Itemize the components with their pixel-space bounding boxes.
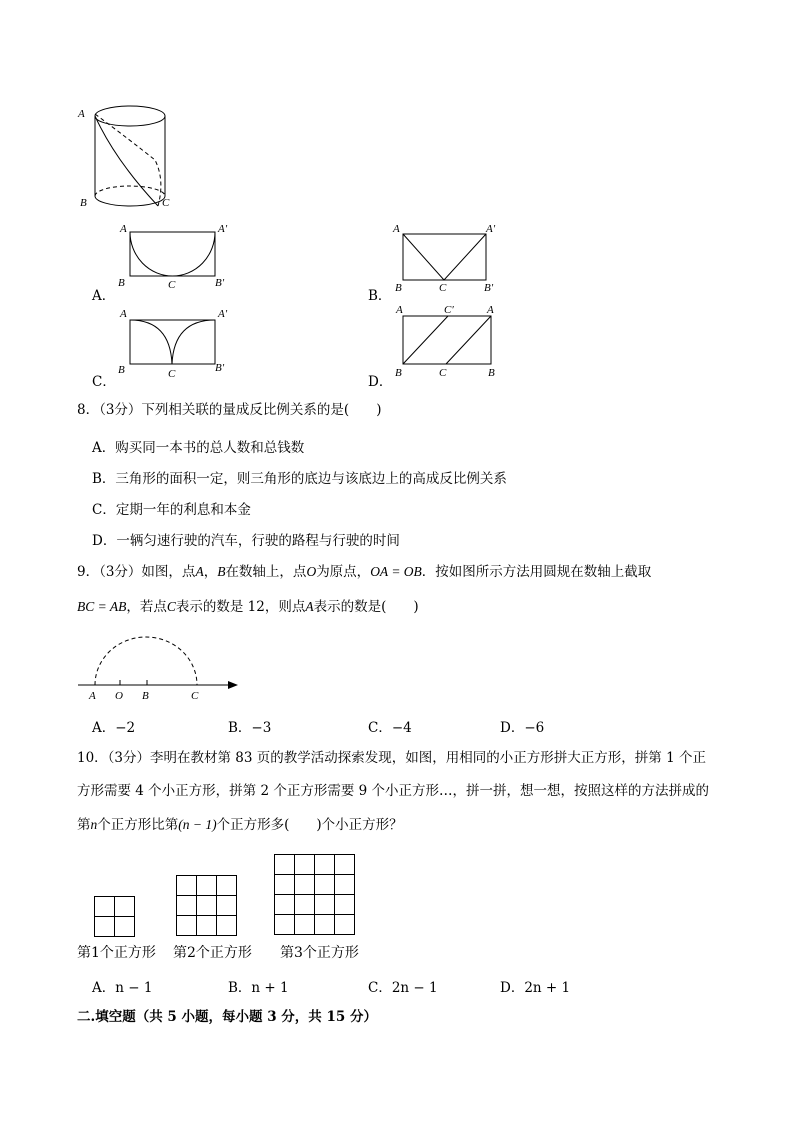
q10-line2: 方形需要 4 个小正方形，拼第 2 个正方形需要 9 个小正方形…，拼一拼，想一想，按照这样的方法拼成的 xyxy=(77,783,710,799)
q9-stem-line1: 9．（3分）如图，点A，B在数轴上，点O为原点，OA = OB．按如图所示方法用圆规在数轴上截取 xyxy=(77,564,652,580)
cylinder-label-c: C xyxy=(162,197,170,209)
q9-stem-line2: BC = AB，若点C表示的数是 12，则点A表示的数是( ) xyxy=(77,599,419,615)
q9-option-b[interactable]: B．−3 xyxy=(228,720,272,736)
q10-option-a[interactable]: A．n − 1 xyxy=(92,980,153,996)
q7-option-c-letter[interactable]: C． xyxy=(92,374,116,390)
q9-option-d[interactable]: D．−6 xyxy=(500,720,545,736)
q7c-lbl-c: C xyxy=(168,368,176,380)
q10-line1: 10．（3分）李明在教材第 83 页的教学活动探索发现，如图，用相同的小正方形拼大正方形，拼第 1 个正 xyxy=(77,750,706,766)
q7b-lbl-b: B xyxy=(395,282,402,294)
number-line-figure xyxy=(72,636,247,706)
cylinder-label-a: A xyxy=(78,108,85,120)
q8-option-d[interactable]: D．一辆匀速行驶的汽车，行驶的路程与行驶的时间 xyxy=(92,533,400,549)
q7d-lbl-c2: C′ xyxy=(444,304,454,316)
cylinder-figure xyxy=(70,100,190,215)
q7-option-b-letter[interactable]: B． xyxy=(368,288,392,304)
q10-option-b[interactable]: B．n + 1 xyxy=(228,980,289,996)
q7b-lbl-c: C xyxy=(439,282,447,294)
q7c-lbl-b2: B′ xyxy=(215,362,225,374)
q7d-lbl-a2: A xyxy=(487,304,494,316)
axis-label-o: O xyxy=(115,690,123,702)
q7d-lbl-c: C xyxy=(439,367,447,379)
square-1-figure xyxy=(94,896,136,938)
q7a-lbl-c: C xyxy=(168,279,176,291)
q10-option-c[interactable]: C．2n − 1 xyxy=(368,980,438,996)
q7c-lbl-b: B xyxy=(118,364,125,376)
q7b-lbl-a: A xyxy=(393,223,400,235)
q7a-lbl-a: A xyxy=(120,223,127,235)
q7a-lbl-b2: B′ xyxy=(215,277,225,289)
square-2-caption: 第2个正方形 xyxy=(173,945,252,961)
section-heading-fill-in: 二.填空题（共 5 小题，每小题 3 分，共 15 分） xyxy=(77,1009,377,1025)
q8-option-b[interactable]: B．三角形的面积一定，则三角形的底边与该底边上的高成反比例关系 xyxy=(92,471,507,487)
axis-label-c: C xyxy=(191,690,199,702)
square-2-figure xyxy=(176,875,238,937)
q7-option-d-letter[interactable]: D． xyxy=(368,374,393,390)
q7a-lbl-b: B xyxy=(118,277,125,289)
q10-option-d[interactable]: D．2n + 1 xyxy=(500,980,571,996)
q7a-lbl-a2: A′ xyxy=(218,223,228,235)
q9-option-a[interactable]: A．−2 xyxy=(92,720,136,736)
axis-label-b: B xyxy=(142,690,149,702)
square-3-figure xyxy=(274,854,356,936)
cylinder-label-b: B xyxy=(80,197,87,209)
q7d-lbl-b: B xyxy=(395,367,402,379)
q7c-lbl-a2: A′ xyxy=(218,308,228,320)
square-3-caption: 第3个正方形 xyxy=(280,945,359,961)
q7-option-a-letter[interactable]: A． xyxy=(92,288,116,304)
q10-line3: 第n个正方形比第(n − 1)个正方形多( )个小正方形？ xyxy=(77,817,403,833)
q8-stem: 8．（3分）下列相关联的量成反比例关系的是( ) xyxy=(77,402,382,418)
q7-option-c-figure[interactable] xyxy=(115,305,235,380)
q7d-lbl-b2: B xyxy=(488,367,495,379)
q8-option-c[interactable]: C．定期一年的利息和本金 xyxy=(92,502,251,518)
q7c-lbl-a: A xyxy=(120,308,127,320)
square-1-caption: 第1个正方形 xyxy=(77,945,156,961)
axis-label-a: A xyxy=(89,690,96,702)
q7-option-b-figure[interactable] xyxy=(390,220,510,295)
q7b-lbl-b2: B′ xyxy=(484,282,494,294)
q7b-lbl-a2: A′ xyxy=(486,223,496,235)
q9-option-c[interactable]: C．−4 xyxy=(368,720,412,736)
q7-option-a-figure[interactable] xyxy=(115,220,235,295)
q8-option-a[interactable]: A．购买同一本书的总人数和总钱数 xyxy=(92,440,305,456)
q7-option-d-figure[interactable] xyxy=(390,300,510,380)
q7d-lbl-a: A xyxy=(396,304,403,316)
